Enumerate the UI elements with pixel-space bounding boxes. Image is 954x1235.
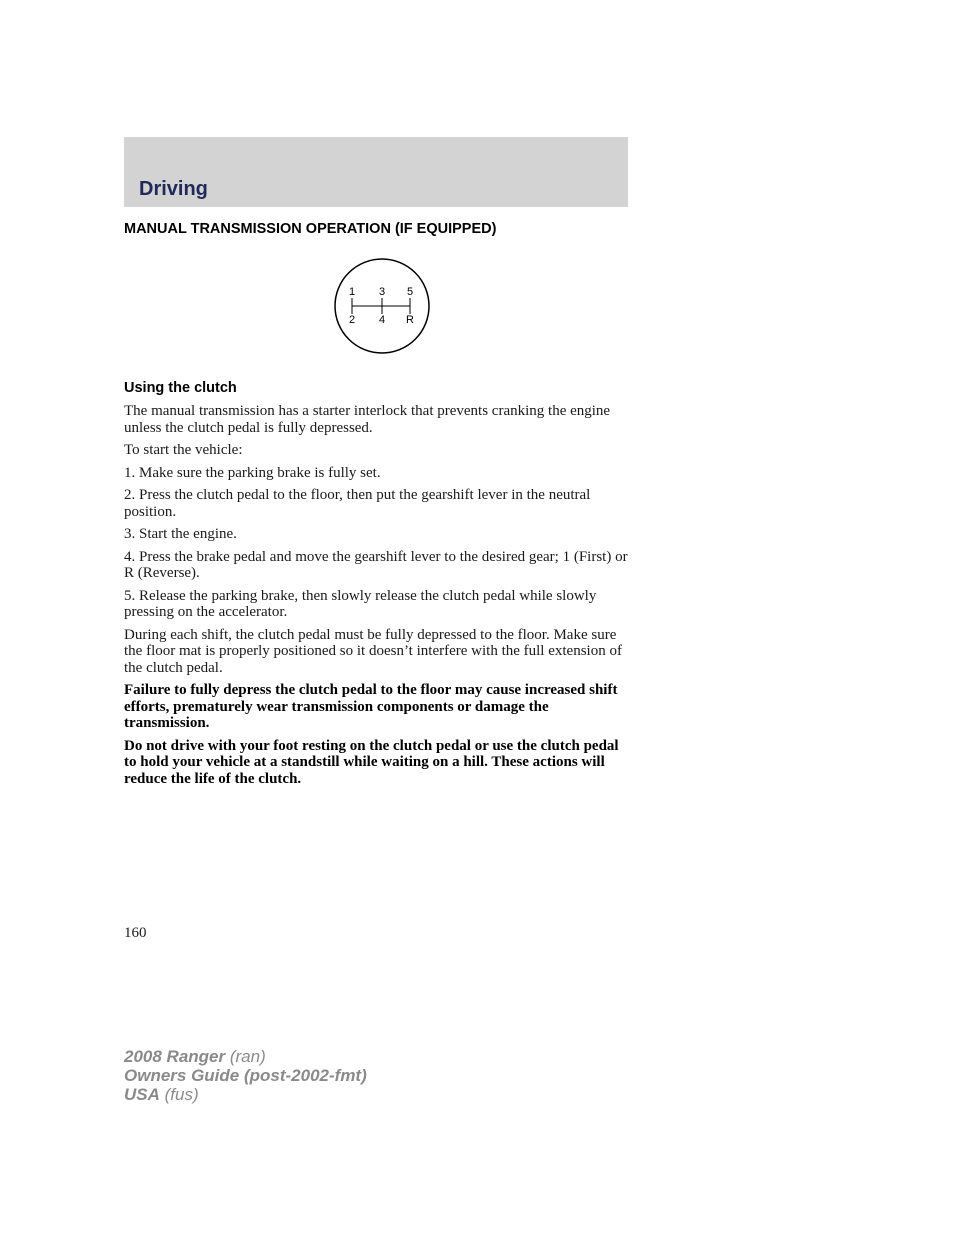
list-item: 3. Start the engine. xyxy=(124,526,237,542)
gear-label-2: 2 xyxy=(348,314,356,326)
subheading: Using the clutch xyxy=(124,380,237,396)
warning-text: Do not drive with your foot resting on the clutch pedal or use the clutch pedal to hold your vehicle at a standstill while waiting on a hill. These actions will reduce the life of the clutch. xyxy=(124,737,619,787)
paragraph: The manual transmission has a starter interlock that prevents cranking the engine unless the clutch pedal is fully depressed. xyxy=(124,403,611,436)
section-title: Driving xyxy=(139,178,208,200)
shift-pattern-diagram xyxy=(333,257,431,355)
list-item: 5. Release the parking brake, then slowly release the clutch pedal while slowly pressing on the accelerator. xyxy=(124,587,597,620)
page-heading: MANUAL TRANSMISSION OPERATION (IF EQUIPPED) xyxy=(124,221,497,237)
list-item: 2. Press the clutch pedal to the floor, then put the gearshift lever in the neutral position. xyxy=(124,487,591,520)
paragraph: During each shift, the clutch pedal must be fully depressed to the floor. Make sure the floor mat is properly positioned so it doesn’t interfere with the full extension of the clutch pedal. xyxy=(124,626,622,676)
gear-label-3: 3 xyxy=(378,286,386,298)
gear-label-r: R xyxy=(406,314,414,326)
paragraph: To start the vehicle: xyxy=(124,442,243,458)
section-header-bar xyxy=(124,137,628,207)
warning-text: Failure to fully depress the clutch pedal to the floor may cause increased shift efforts, prematurely wear transmission components or damage the transmission. xyxy=(124,682,618,731)
footer-model-code: (ran) xyxy=(229,1047,266,1066)
footer-market-code: (fus) xyxy=(164,1085,199,1104)
list-item: 4. Press the brake pedal and move the gearshift lever to the desired gear; 1 (First) or R (Reverse). xyxy=(124,548,628,581)
footer-market: USA xyxy=(124,1085,160,1104)
page-number: 160 xyxy=(124,925,147,941)
gear-label-5: 5 xyxy=(406,286,414,298)
list-item: 1. Make sure the parking brake is fully set. xyxy=(124,464,381,481)
gear-label-1: 1 xyxy=(348,286,356,298)
footer-guide: Owners Guide (post-2002-fmt) xyxy=(124,1066,367,1085)
footer-model: 2008 Ranger xyxy=(124,1047,226,1066)
footer-line xyxy=(124,1085,367,1104)
footer-line xyxy=(124,1066,367,1085)
body-text xyxy=(124,403,630,793)
gear-label-4: 4 xyxy=(378,314,386,326)
footer-line xyxy=(124,1047,367,1066)
document-footer xyxy=(124,1047,367,1104)
